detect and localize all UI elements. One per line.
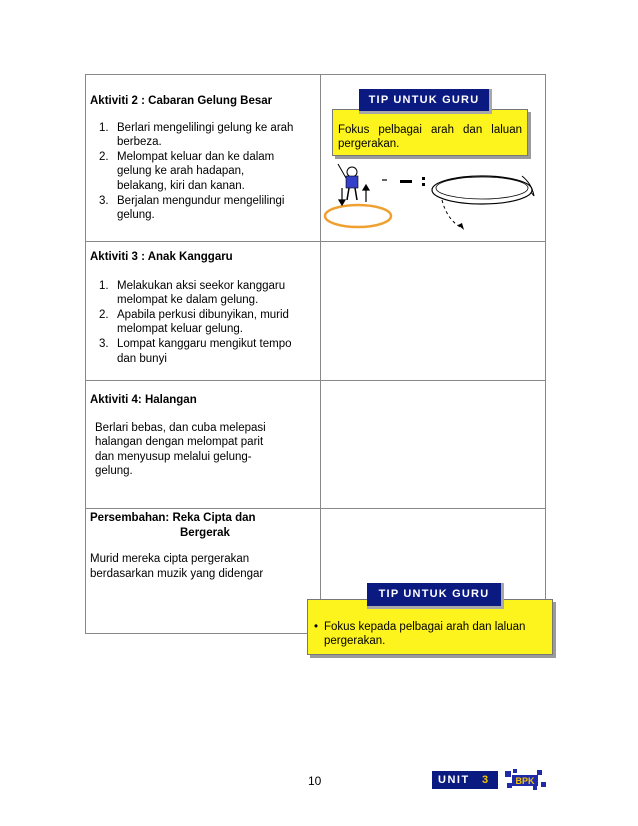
unit-label: UNIT (438, 774, 470, 786)
page-number: 10 (308, 774, 322, 788)
activity-4-row (86, 381, 545, 509)
bpk-logo (503, 768, 547, 792)
performance-description: Murid mereka cipta pergerakan berdasarkan muzik yang didengar (90, 553, 264, 580)
performance-cell (90, 511, 316, 581)
teacher-tip-header: TIP UNTUK GURU (359, 89, 492, 114)
unit-badge (432, 771, 498, 789)
activity-4-description: Berlari bebas, dan cuba melepasi halangan dengan melompat parit dan menyusup melalui gelung- gelung. (95, 421, 266, 478)
activity-3-list (90, 279, 316, 367)
list-item: 2. Apabila perkusi dibunyikan, murid melompat keluar gelung. (99, 308, 289, 336)
child-figure (338, 164, 358, 200)
orange-hoop (325, 205, 391, 227)
activity-3-row (86, 242, 545, 381)
activity-3-cell (90, 250, 316, 366)
performance-title-cont: Bergerak (180, 526, 230, 539)
hoop-illustration (322, 150, 546, 240)
list-item: 1. Melakukan aksi seekor kanggaru melompat ke dalam gelung. (99, 279, 286, 307)
dash-mark (422, 183, 425, 186)
teacher-tip-text: Fokus pelbagai arah dan laluan pergerakan. (338, 124, 522, 150)
large-hoop (432, 176, 532, 204)
dash-mark (400, 180, 412, 183)
list-item: 2. Melompat keluar dan ke dalam gelung ke arah hadapan, belakang, kiri dan kanan. (99, 150, 275, 192)
activity-2-title: Aktiviti 2 : Cabaran Gelung Besar (90, 95, 273, 107)
activity-3-title: Aktiviti 3 : Anak Kanggaru (90, 251, 233, 263)
bullet: • (314, 621, 319, 633)
dashed-path (442, 200, 462, 228)
teacher-tip-box (332, 109, 528, 156)
activity-4-title: Aktiviti 4: Halangan (90, 394, 197, 406)
activity-2-cell (90, 94, 316, 223)
list-item: 3. Lompat kanggaru mengikut tempo dan bunyi (99, 337, 292, 365)
activity-2-list (90, 121, 316, 223)
teacher-tip-text: • Fokus kepada pelbagai arah dan laluan pergerakan. (314, 621, 526, 647)
dash-mark (422, 177, 425, 180)
logo-text: BPK (515, 776, 535, 786)
list-item: 3. Berjalan mengundur mengelilingi gelung. (99, 194, 285, 222)
list-item: 1. Berlari mengelilingi gelung ke arah berbeza. (99, 121, 294, 149)
activity-4-cell (90, 393, 316, 479)
teacher-tip-header: TIP UNTUK GURU (367, 583, 504, 609)
performance-title: Persembahan: Reka Cipta dan (90, 512, 256, 524)
unit-number: 3 (482, 774, 490, 786)
